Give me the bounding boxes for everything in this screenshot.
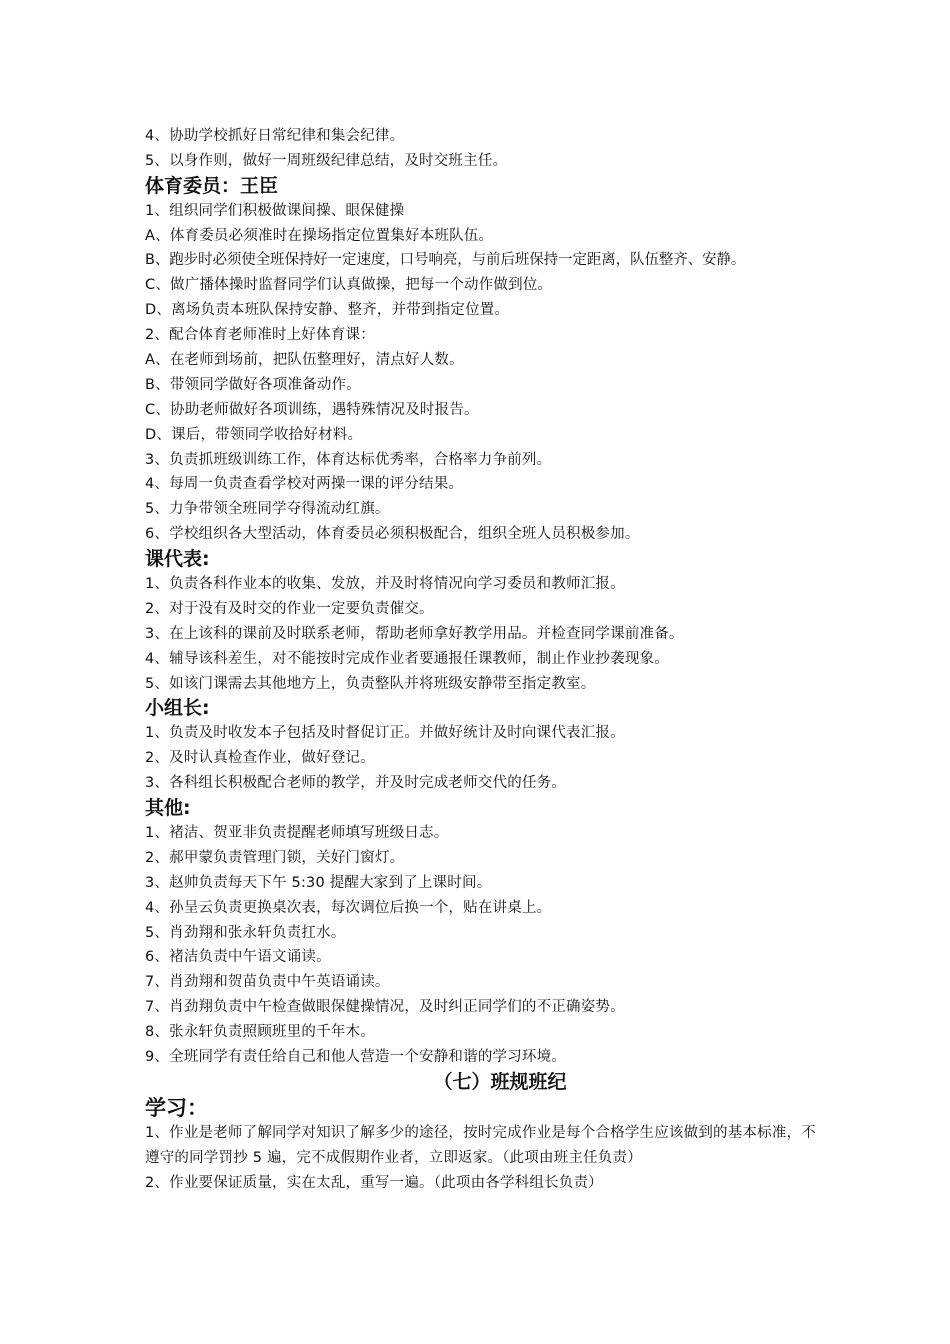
- group-leader-item: 3、各科组长积极配合老师的教学，并及时完成老师交代的任务。: [145, 775, 567, 792]
- others-item: 1、褚洁、贺亚非负责提醒老师填写班级日志。: [145, 824, 449, 841]
- others-item: 3、赵帅负责每天下午 5:30 提醒大家到了上课时间。: [145, 874, 492, 891]
- sports-item: D、课后，带领同学收拾好材料。: [145, 426, 363, 443]
- sports-item: 4、每周一负责查看学校对两操一课的评分结果。: [145, 476, 464, 493]
- others-item: 7、肖劲翔负责中午检查做眼保健操情况，及时纠正同学们的不正确姿势。: [145, 999, 625, 1016]
- course-rep-item: 2、对于没有及时交的作业一定要负责催交。: [145, 600, 434, 617]
- discipline-item: 4、协助学校抓好日常纪律和集会纪律。: [145, 128, 405, 144]
- sports-item: B、跑步时必须使全班保持好一定速度，口号响亮，与前后班保持一定距离，队伍整齐、安静。: [145, 252, 746, 269]
- sports-item: 1、组织同学们积极做课间操、眼保健操: [145, 202, 405, 219]
- others-item: 4、孙呈云负责更换桌次表，每次调位后换一个，贴在讲桌上。: [145, 899, 552, 916]
- course-rep-item: 4、辅导该科差生，对不能按时完成作业者要通报任课教师，制止作业抄袭现象。: [145, 650, 669, 667]
- group-leader-item: 1、负责及时收发本子包括及时督促订正。并做好统计及时向课代表汇报。: [145, 725, 625, 742]
- others-item: 7、肖劲翔和贺苗负责中午英语诵读。: [145, 974, 390, 991]
- sports-item: 6、学校组织各大型活动，体育委员必须积极配合，组织全班人员积极参加。: [145, 526, 640, 543]
- course-rep-item: 1、负责各科作业本的收集、发放，并及时将情况向学习委员和教师汇报。: [145, 576, 625, 593]
- course-rep-item: 3、在上该科的课前及时联系老师，帮助老师拿好教学用品。并检查同学课前准备。: [145, 625, 684, 642]
- sports-item: 2、配合体育老师准时上好体育课：: [145, 327, 375, 344]
- group-leader-heading: 小组长:: [145, 697, 210, 720]
- course-rep-item: 5、如该门课需去其他地方上，负责整队并将班级安静带至指定教室。: [145, 675, 596, 692]
- others-item: 2、郝甲蒙负责管理门锁，关好门窗灯。: [145, 849, 405, 866]
- study-heading: 学习：: [145, 1095, 208, 1120]
- sports-item: 3、负责抓班级训练工作，体育达标优秀率，合格率力争前列。: [145, 451, 552, 468]
- section-seven-heading: （七）班规班纪: [433, 1070, 567, 1093]
- study-item: 1、作业是老师了解同学对知识了解多少的途径，按时完成作业是每个合格学生应该做到的基本标准，不遵守的同学罚抄 5 遍，完不成假期作业者，立即返家。（此项由班主任负责）: [145, 1124, 816, 1166]
- discipline-item: 5、以身作则，做好一周班级纪律总结，及时交班主任。: [145, 152, 508, 169]
- sports-item: C、协助老师做好各项训练，遇特殊情况及时报告。: [145, 401, 479, 418]
- others-item: 8、张永轩负责照顾班里的千年木。: [145, 1024, 375, 1041]
- group-leader-item: 2、及时认真检查作业，做好登记。: [145, 750, 375, 767]
- sports-item: A、体育委员必须准时在操场指定位置集好本班队伍。: [145, 227, 494, 244]
- sports-item: 5、力争带领全班同学夺得流动红旗。: [145, 501, 390, 518]
- others-item: 5、肖劲翔和张永轩负责扛水。: [145, 924, 346, 941]
- document-page: [145, 124, 825, 1195]
- sports-heading: 体育委员：王臣: [145, 174, 279, 197]
- others-item: 6、褚洁负责中午语文诵读。: [145, 949, 331, 966]
- sports-item: B、带领同学做好各项准备动作。: [145, 376, 361, 393]
- others-item: 9、全班同学有责任给自己和他人营造一个安静和谐的学习环境。: [145, 1048, 567, 1065]
- sports-item: D、离场负责本班队保持安静、整齐，并带到指定位置。: [145, 302, 510, 319]
- sports-item: C、做广播体操时监督同学们认真做操，把每一个动作做到位。: [145, 277, 553, 294]
- course-rep-heading: 课代表:: [145, 548, 210, 571]
- study-item: 2、作业要保证质量，实在太乱，重写一遍。（此项由各学科组长负责）: [145, 1174, 603, 1191]
- others-heading: 其他:: [145, 797, 191, 820]
- sports-item: A、在老师到场前，把队伍整理好，清点好人数。: [145, 352, 464, 369]
